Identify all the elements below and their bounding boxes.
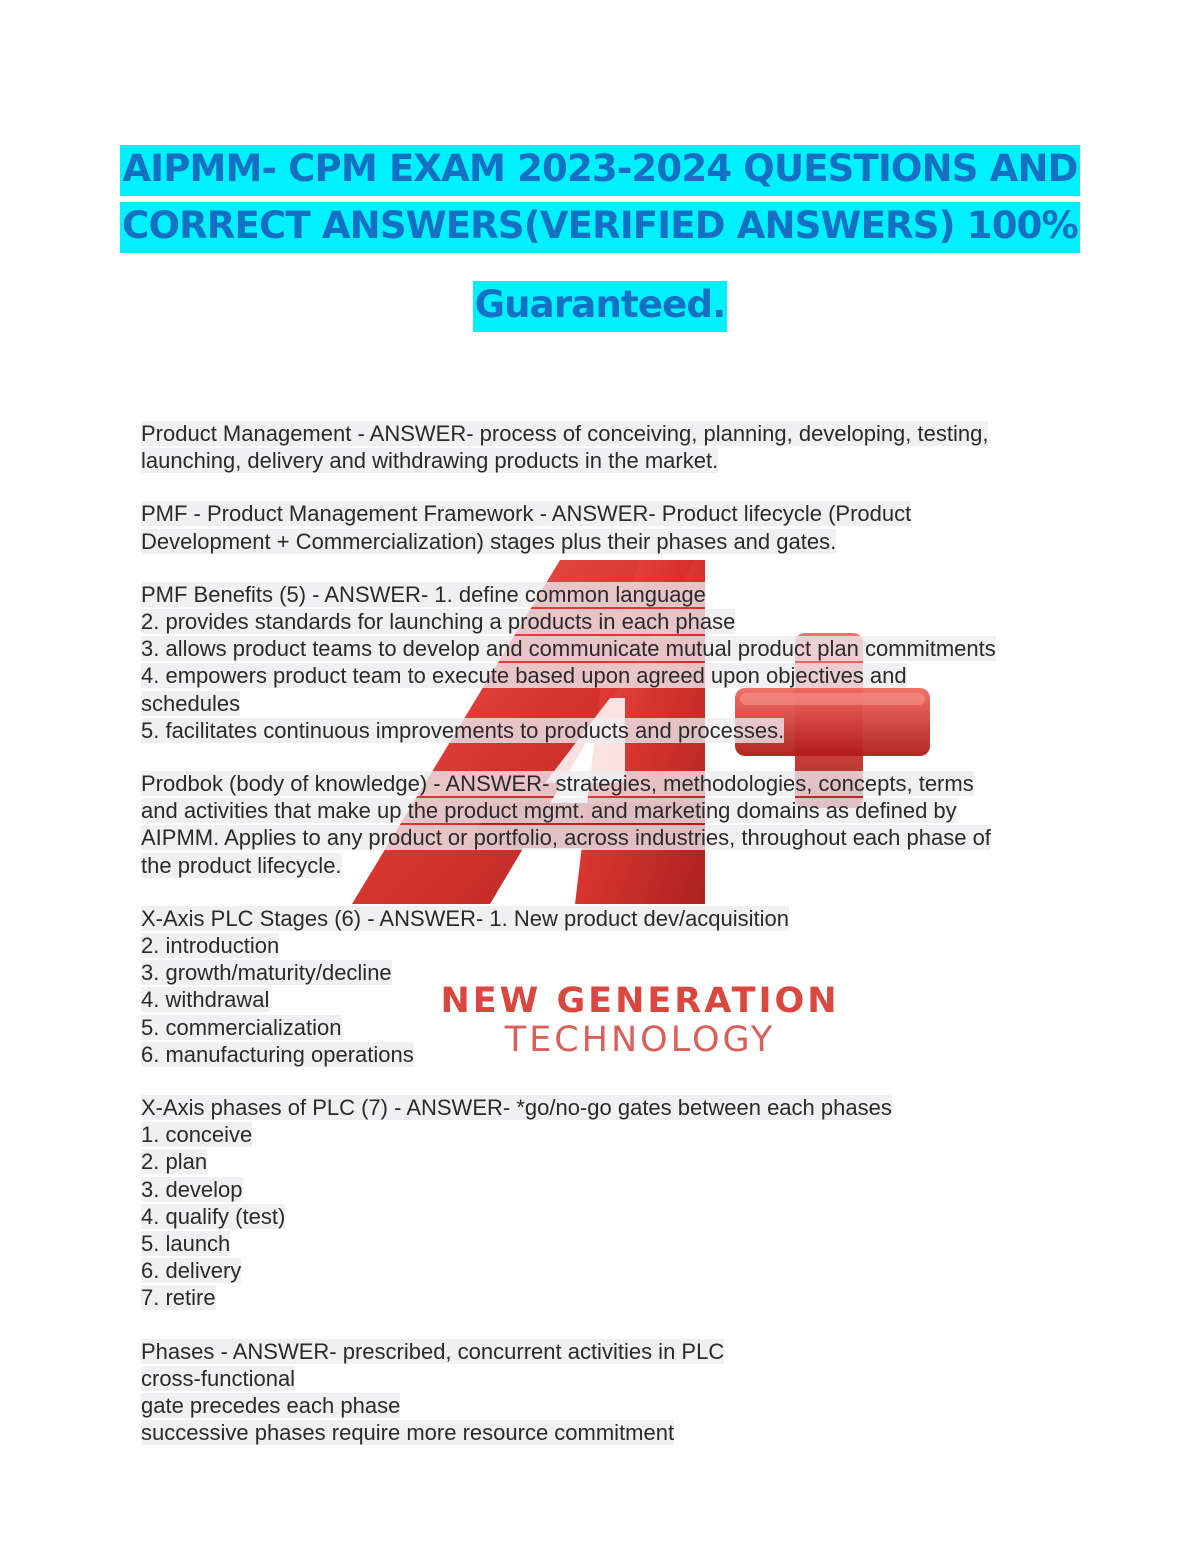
- qa-line-text: gate precedes each phase: [141, 1393, 401, 1419]
- qa-line-text: X-Axis phases of PLC (7) - ANSWER- *go/no-go gates between each phases: [141, 1095, 892, 1121]
- qa-line: [141, 1094, 1071, 1121]
- qa-line-text: launching, delivery and withdrawing products in the market.: [141, 448, 719, 474]
- qa-line-text: PMF - Product Management Framework - ANSWER- Product lifecycle (Product: [141, 501, 912, 527]
- qa-line: [141, 1365, 1071, 1392]
- qa-line: [141, 1041, 1071, 1068]
- qa-line-text: cross-functional: [141, 1365, 296, 1391]
- qa-line-text: 3. growth/maturity/decline: [141, 960, 392, 986]
- qa-entry: [141, 581, 1071, 744]
- qa-entry: [141, 1094, 1071, 1312]
- qa-line: [141, 581, 1071, 608]
- qa-line-text: 6. delivery: [141, 1258, 242, 1284]
- qa-line-text: PMF Benefits (5) - ANSWER- 1. define common language: [141, 581, 706, 607]
- qa-line: [141, 420, 1071, 447]
- qa-line: [141, 1230, 1071, 1257]
- qa-line: [141, 1419, 1071, 1446]
- qa-line: [141, 635, 1071, 662]
- qa-line: [141, 770, 1071, 797]
- qa-line: [141, 1176, 1071, 1203]
- qa-line-text: 5. launch: [141, 1231, 231, 1257]
- qa-line: [141, 1014, 1071, 1041]
- qa-line: [141, 608, 1071, 635]
- qa-line-text: 3. develop: [141, 1176, 243, 1202]
- qa-line-text: 5. facilitates continuous improvements to products and processes.: [141, 717, 785, 743]
- qa-line: [141, 1148, 1071, 1175]
- qa-line: [141, 447, 1071, 474]
- qa-line: [141, 905, 1071, 932]
- qa-line: [141, 959, 1071, 986]
- qa-line: [141, 824, 1071, 851]
- qa-line-text: 4. qualify (test): [141, 1203, 286, 1229]
- qa-line: [141, 1203, 1071, 1230]
- qa-line-text: Phases - ANSWER- prescribed, concurrent activities in PLC: [141, 1338, 725, 1364]
- qa-line-text: X-Axis PLC Stages (6) - ANSWER- 1. New product dev/acquisition: [141, 905, 790, 931]
- qa-line-text: and activities that make up the product mgmt. and marketing domains as defined by: [141, 798, 957, 824]
- qa-entry: [141, 500, 1071, 554]
- qa-line-text: 5. commercialization: [141, 1014, 342, 1040]
- qa-entry: [141, 770, 1071, 879]
- qa-line-text: Development + Commercialization) stages plus their phases and gates.: [141, 528, 837, 554]
- qa-entry: [141, 905, 1071, 1068]
- qa-line-text: AIPMM. Applies to any product or portfolio, across industries, throughout each phase of: [141, 825, 991, 851]
- qa-line-text: 2. introduction: [141, 933, 280, 959]
- title-line-1: AIPMM- CPM EXAM 2023-2024 QUESTIONS AND: [120, 145, 1079, 196]
- qa-line: [141, 1257, 1071, 1284]
- watermark-line-1: NEW GENERATION: [440, 981, 840, 1021]
- title-line-3: Guaranteed.: [473, 281, 728, 332]
- title-line-2: CORRECT ANSWERS(VERIFIED ANSWERS) 100%: [120, 202, 1080, 253]
- qa-line-text: 1. conceive: [141, 1122, 253, 1148]
- qa-line-text: Prodbok (body of knowledge) - ANSWER- strategies, methodologies, concepts, terms: [141, 771, 974, 797]
- qa-line: [141, 1392, 1071, 1419]
- qa-line-text: 7. retire: [141, 1285, 216, 1311]
- qa-line-text: 3. allows product teams to develop and communicate mutual product plan commitments: [141, 636, 996, 662]
- qa-line-text: 2. plan: [141, 1149, 208, 1175]
- qa-line-text: 4. withdrawal: [141, 987, 270, 1013]
- qa-entry: [141, 420, 1071, 474]
- qa-line-text: 4. empowers product team to execute based upon agreed upon objectives and: [141, 663, 907, 689]
- qa-line: [141, 690, 1071, 717]
- qa-line-text: successive phases require more resource commitment: [141, 1420, 675, 1446]
- qa-line: [141, 500, 1071, 527]
- qa-line: [141, 1284, 1071, 1311]
- qa-line: [141, 1338, 1071, 1365]
- qa-entry: [141, 1338, 1071, 1447]
- qa-line: [141, 797, 1071, 824]
- qa-line: [141, 986, 1071, 1013]
- qa-line-text: schedules: [141, 690, 241, 716]
- qa-line: [141, 932, 1071, 959]
- qa-line: [141, 717, 1071, 744]
- qa-line: [141, 662, 1071, 689]
- qa-line-text: the product lifecycle.: [141, 852, 342, 878]
- watermark-line-2: TECHNOLOGY: [504, 1020, 776, 1060]
- qa-line: [141, 852, 1071, 879]
- qa-line: [141, 528, 1071, 555]
- qa-line-text: 6. manufacturing operations: [141, 1041, 414, 1067]
- qa-line-text: Product Management - ANSWER- process of conceiving, planning, developing, testing,: [141, 421, 989, 446]
- qa-line-text: 2. provides standards for launching a products in each phase: [141, 609, 736, 635]
- qa-content: [141, 420, 1071, 1473]
- document-title: [0, 140, 1200, 333]
- qa-line: [141, 1121, 1071, 1148]
